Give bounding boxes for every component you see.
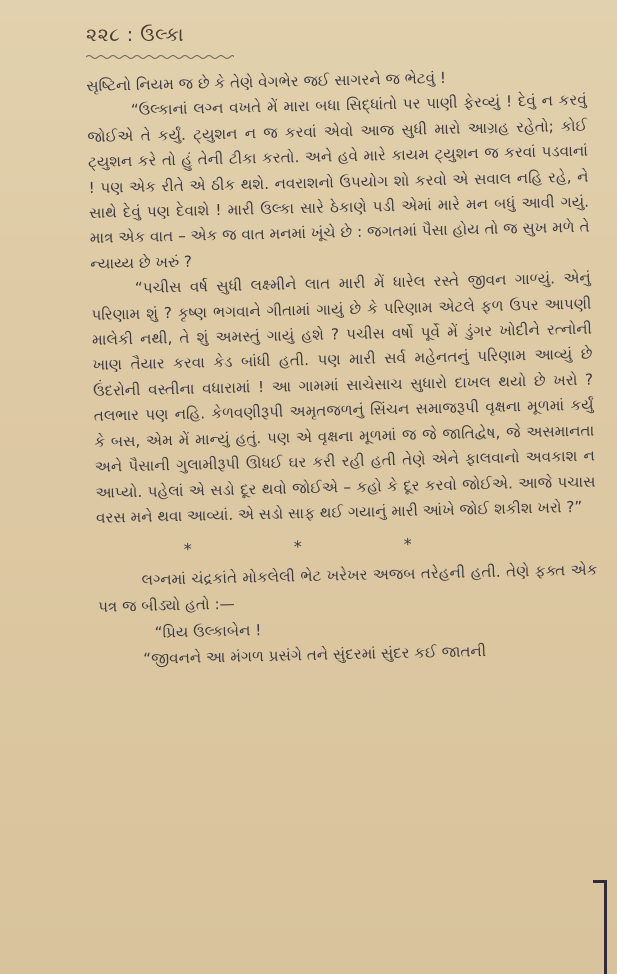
page-edge-tick [593,880,607,883]
section-break-star: * [183,540,193,560]
section-break-star: * [403,535,412,555]
paragraph: “પચીસ વર્ષ સુધી લક્ષ્મીને લાત મારી મેં ધારેલ રસ્તે જીવન ગાળ્યું. એનું પરિણામ શું ? કૃષ્ણ ભગવાને ગીતામાં ગાયું છે કે પરિણામ એટલે ફળ ઉપર આપણી માલેકી નથી, તે શું અમસ્તું ગાયું હશે ? પચીસ વર્ષો પૂર્વે મેં ડુંગર ખોદીને રત્નોની ખાણ તૈયાર કરવા કેડ બાંધી હતી. પણ મારી સર્વ મહેનતનું પરિણામ આવ્યું છે ઉંદરોની વસ્તીના વધારામાં ! આ ગામમાં સાચેસાચ સુધારો દાખલ થયો છે ખરો ? તલભાર પણ નહિ. કેળવણીરૂપી અમૃતજળનું સિંચન સમાજરૂપી વૃક્ષના મૂળમાં કર્યું કે બસ, એમ મેં માન્યું હતું. પણ એ વૃક્ષના મૂળમાં જ જે જાતિદ્વેષ, જે અસમાનતા અને પૈસાની ગુલામીરૂપી ઊધઈ ઘર કરી રહી હતી તેણે એને ફાલવાનો અવકાશ ન આપ્યો. પહેલાં એ સડો દૂર થવો જોઈએ – કહો કે દૂર કરવો જોઈએ. આજે પચાસ વરસ મને થવા આવ્યાં. એ સડો સાફ થઈ ગયાનું મારી આંખે જોઈ શકીશ ખરો ?” [91,268,596,527]
paragraph: “ઉલ્કાનાં લગ્ન વખતે મેં મારા બધા સિદ્ધાંતો પર પાણી ફેરવ્યું ! દેવું ન કરવું જોઈએ તે કર્યું. ટ્યુશન ન જ કરવાં એવો આજ સુધી મારો આગ્રહ રહેતો; કોઈ ટ્યુશન કરે તો હું તેની ટીકા કરતો. અને હવે મારે કાયમ ટ્યુશન જ કરવાં પડવાનાં ! પણ એક રીતે એ ઠીક થશે. નવરાશનો ઉપયોગ શો કરવો એ સવાલ નહિ રહે, ને સાથે દેવું પણ દેવાશે ! મારી ઉલ્કા સારે ઠેકાણે પડી એમાં મારે મન બધું આવી ગયું. માત્ર એક વાત – એક જ વાત મનમાં ખૂંચે છે : જગતમાં પૈસા હોય તો જ સુખ મળે તે ન્યાય્ય છે ખરું ? [87,91,590,273]
paragraph: સૃષ્ટિનો નિયમ જ છે કે તેણે વેગભેર જઈ સાગરને જ ભેટવું ! [86,68,447,95]
paragraph: લગ્નમાં ચંદ્રકાંતે મોકલેલી ભેટ ખરેખર અજબ તરેહની હતી. તેણે ફક્ત એક પત્ર જ બીડ્યો હતો :— [97,560,598,616]
header-wavy-rule [86,54,234,60]
page-edge-line [604,880,607,974]
section-break [133,533,463,562]
paragraph-last-line: “જીવનને આ મંગળ પ્રસંગે તને સુંદરમાં સુંદર કઈ જાતની [143,641,487,668]
letter-salutation: “પ્રિય ઉલ્કાબેન ! [154,621,262,642]
page-header: ૨૨૮ : ઉલ્કા [86,24,185,46]
body-text [86,63,599,673]
section-break-star: * [293,537,303,557]
